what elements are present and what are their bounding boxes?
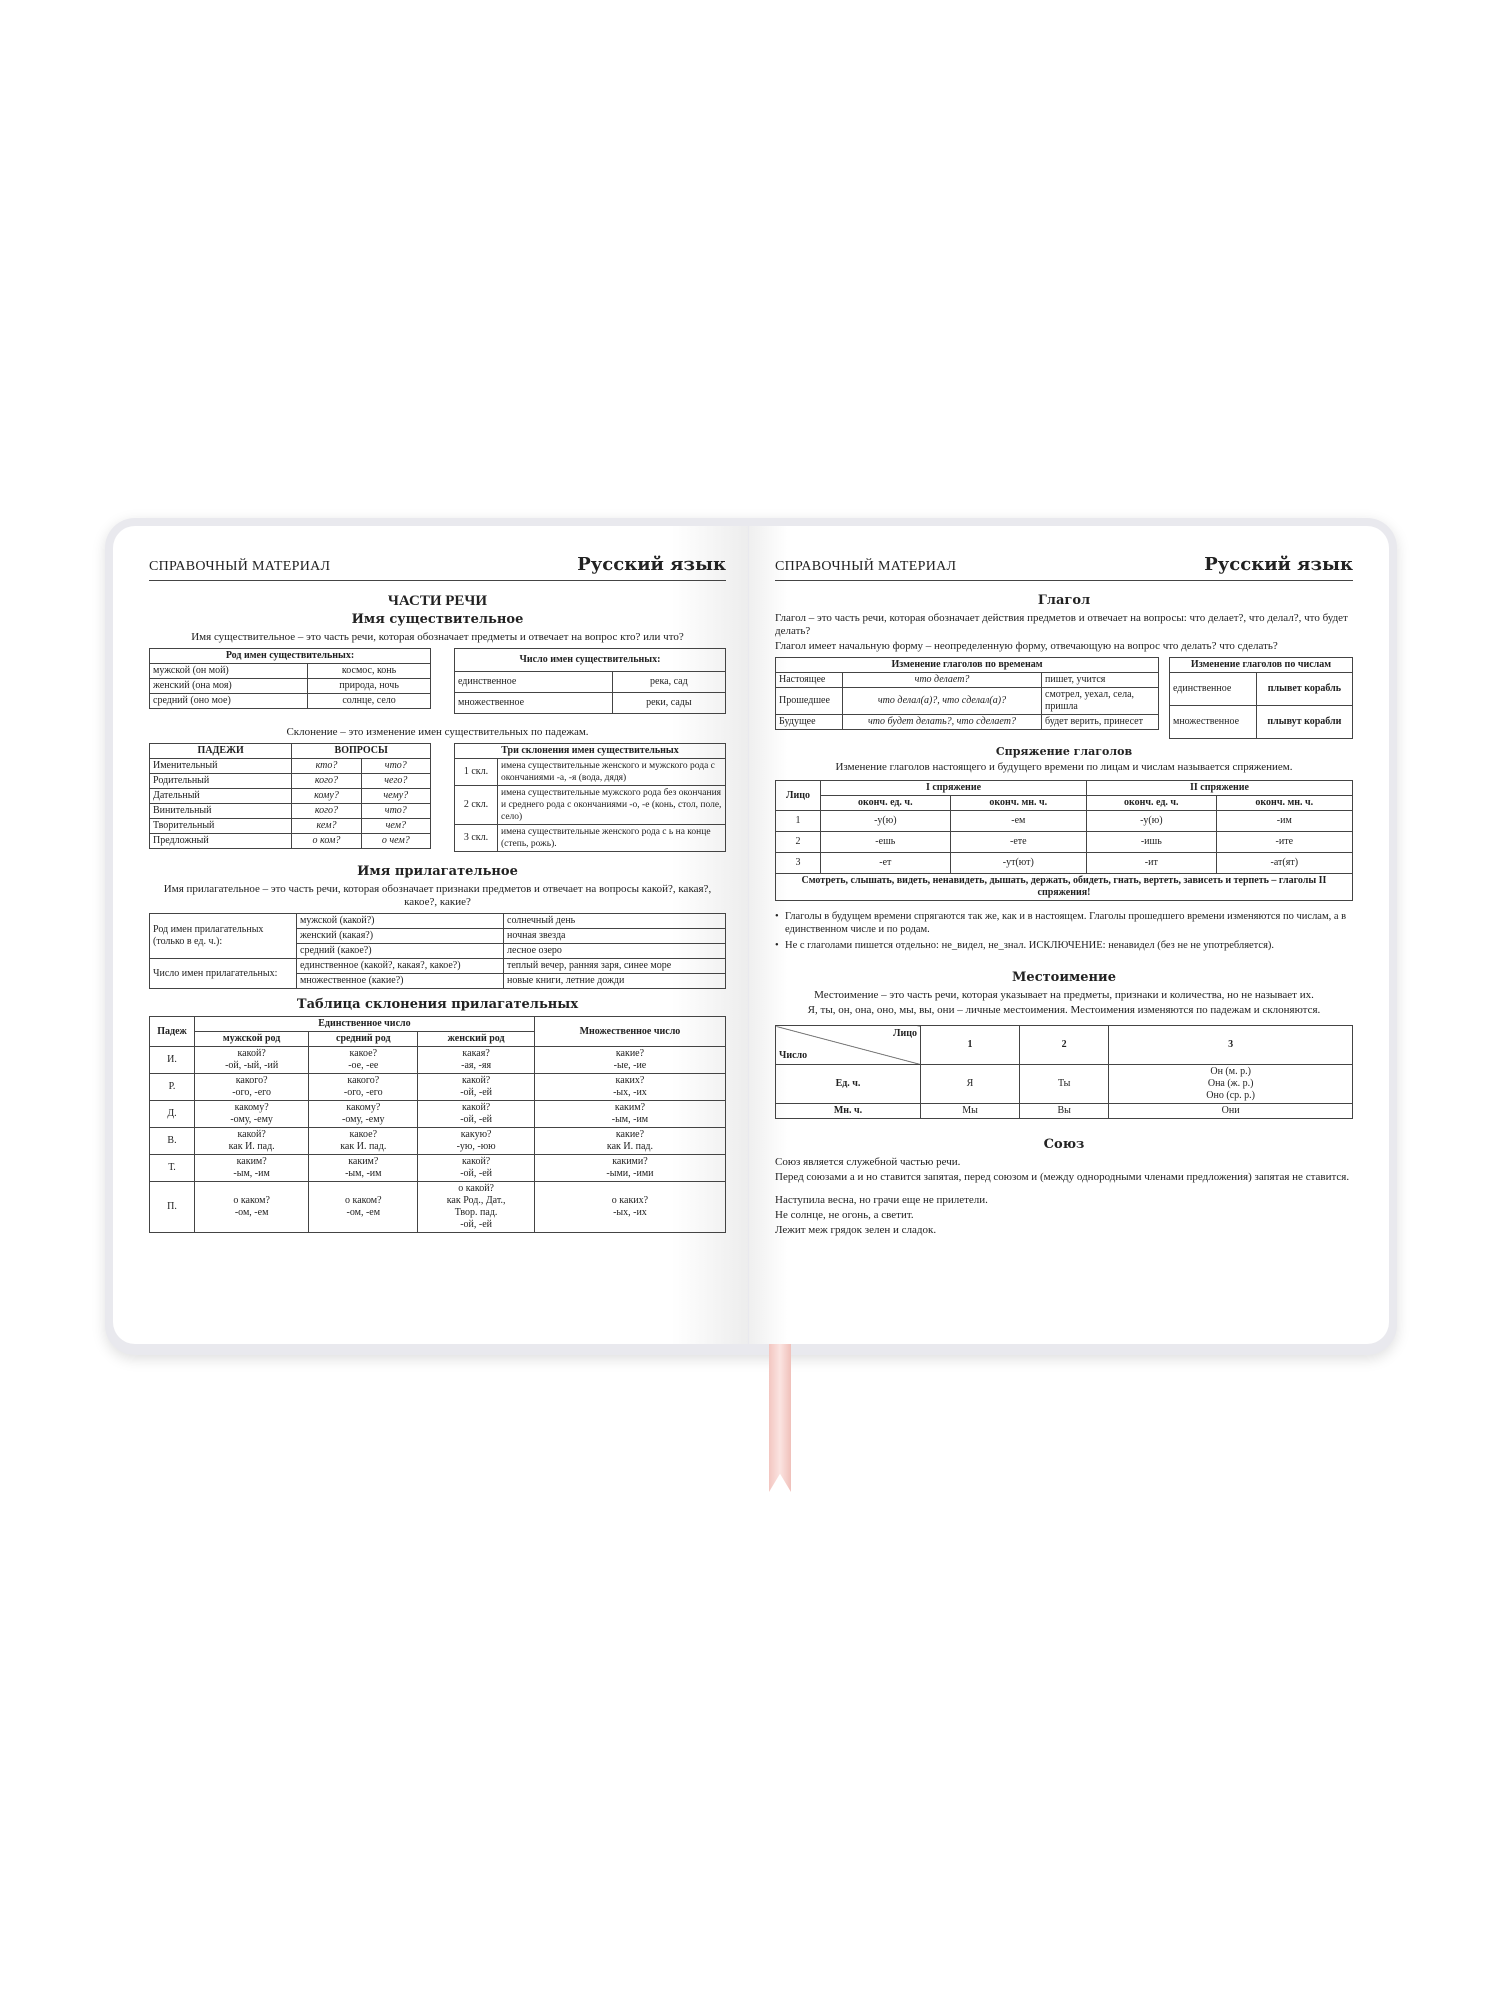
three-declensions-table bbox=[454, 743, 726, 852]
table-cell: ночная звезда bbox=[504, 929, 726, 944]
table-cell: Прошедшее bbox=[776, 688, 843, 715]
table-cell: имена существительные женского и мужского рода с окончаниями -а, -я (вода, дядя) bbox=[498, 759, 726, 786]
table-cell: женский (какая?) bbox=[297, 929, 504, 944]
table-cell: о каких? -ых, -их bbox=[534, 1182, 725, 1233]
table-cell: 3 bbox=[776, 853, 821, 874]
table-cell: -ут(ют) bbox=[950, 853, 1086, 874]
pronoun-table bbox=[775, 1025, 1353, 1119]
table-header: Три склонения имен существительных bbox=[455, 744, 726, 759]
table-cell: П. bbox=[150, 1182, 195, 1233]
table-header: Изменение глаголов по числам bbox=[1170, 658, 1353, 673]
header-label: СПРАВОЧНЫЙ МАТЕРИАЛ bbox=[149, 559, 331, 574]
table-cell: о ком? bbox=[312, 835, 341, 846]
number-table bbox=[454, 648, 726, 714]
table-cell: Мы bbox=[921, 1104, 1020, 1119]
table-cell: чем? bbox=[385, 820, 406, 831]
table-header: 1 bbox=[921, 1026, 1020, 1065]
table-cell: Настоящее bbox=[776, 673, 843, 688]
table-header: Род имен существительных: bbox=[150, 649, 431, 664]
table-cell: Творительный bbox=[150, 819, 292, 834]
table-cell: -ете bbox=[950, 832, 1086, 853]
table-cell: Дательный bbox=[150, 789, 292, 804]
bullet-ne-with-verbs: • Не с глаголами пишется отдельно: не_видел, не_знал. ИСКЛЮЧЕНИЕ: ненавидел (без не не употребляется). bbox=[775, 939, 1353, 952]
table-cell: о какой? как Род., Дат., Твор. пад. -ой, -ей bbox=[418, 1182, 535, 1233]
table-cell: имена существительные мужского рода без окончания и среднего рода с окончаниями -о, -е (конь, стол, поле, село) bbox=[498, 786, 726, 825]
header-subject: Русский язык bbox=[1204, 554, 1353, 575]
table-cell: Предложный bbox=[150, 834, 292, 849]
table-header: Число bbox=[779, 1050, 808, 1061]
table-note: Смотреть, слышать, видеть, ненавидеть, дышать, держать, обидеть, гнать, вертеть, зависеть и терпеть – глаголы II спряжения! bbox=[776, 874, 1353, 901]
table-cell: какое? как И. пад. bbox=[309, 1128, 418, 1155]
left-page bbox=[113, 526, 748, 1344]
table-header: Множественное число bbox=[534, 1017, 725, 1047]
table-cell: Род имен прилагательных (только в ед. ч.): bbox=[150, 914, 297, 959]
table-cell: реки, сады bbox=[612, 693, 725, 714]
conjunction-title: Союз bbox=[1043, 1137, 1085, 1152]
table-cell: каким? -ым, -им bbox=[534, 1101, 725, 1128]
noun-title: Имя существительное bbox=[351, 612, 524, 627]
table-cell: множественное bbox=[1170, 706, 1257, 739]
table-cell: 2 скл. bbox=[455, 786, 498, 825]
table-cell: множественное (какие?) bbox=[297, 974, 504, 989]
table-cell: -ет bbox=[821, 853, 951, 874]
conjugation-definition: Изменение глаголов настоящего и будущего времени по лицам и числам называется спряжением. bbox=[835, 761, 1293, 773]
table-cell: Д. bbox=[150, 1101, 195, 1128]
table-cell: Ед. ч. bbox=[776, 1065, 921, 1104]
adjective-declension-table bbox=[149, 1016, 726, 1233]
table-header: 2 bbox=[1020, 1026, 1109, 1065]
page-header bbox=[149, 554, 726, 581]
table-cell: теплый вечер, ранняя заря, синее море bbox=[504, 959, 726, 974]
table-header: оконч. мн. ч. bbox=[1216, 796, 1352, 811]
table-cell: Именительный bbox=[150, 759, 292, 774]
adjective-definition: Имя прилагательное – это часть речи, которая обозначает признаки предметов и отвечает на вопросы какой?, какая?, какое?, какие? bbox=[163, 883, 712, 908]
table-cell: о каком? -ом, -ем bbox=[195, 1182, 309, 1233]
table-cell: пишет, учится bbox=[1042, 673, 1159, 688]
table-cell: какой? -ой, -ей bbox=[418, 1074, 535, 1101]
table-cell: будет верить, принесет bbox=[1042, 715, 1159, 730]
conjunction-rule: Перед союзами а и но ставится запятая, перед союзом и (между однородными членами предложения) запятая не ставится. bbox=[775, 1171, 1350, 1183]
table-cell: Р. bbox=[150, 1074, 195, 1101]
table-cell: смотрел, уехал, села, пришла bbox=[1042, 688, 1159, 715]
example-1: Наступила весна, но грачи еще не прилетели. bbox=[775, 1194, 988, 1206]
table-cell: -ите bbox=[1216, 832, 1352, 853]
table-header: II спряжение bbox=[1086, 781, 1352, 796]
example-3: Лежит меж грядок зелен и сладок. bbox=[775, 1224, 937, 1236]
conjunction-definition: Союз является служебной частью речи. bbox=[775, 1156, 961, 1168]
table-cell: -ишь bbox=[1086, 832, 1216, 853]
table-cell: что? bbox=[384, 805, 407, 816]
table-cell: о чем? bbox=[381, 835, 410, 846]
table-cell: что? bbox=[384, 760, 407, 771]
table-cell: -ем bbox=[950, 811, 1086, 832]
table-cell: имена существительные женского рода с ь на конце (степь, рожь). bbox=[498, 825, 726, 852]
table-cell: плывут корабли bbox=[1256, 706, 1352, 739]
table-cell: мужской (какой?) bbox=[297, 914, 504, 929]
table-header: Лицо bbox=[893, 1028, 917, 1039]
table-cell: -ат(ят) bbox=[1216, 853, 1352, 874]
table-header: ПАДЕЖИ bbox=[150, 744, 292, 759]
table-header: ВОПРОСЫ bbox=[292, 744, 431, 759]
table-header: Число имен существительных: bbox=[455, 649, 726, 672]
table-cell: какому? -ому, -ему bbox=[195, 1101, 309, 1128]
table-cell: -им bbox=[1216, 811, 1352, 832]
verb-initial-form: Глагол имеет начальную форму – неопределенную форму, отвечающую на вопрос что делать? что сделать? bbox=[775, 640, 1278, 652]
table-cell: единственное (какой?, какая?, какое?) bbox=[297, 959, 504, 974]
gender-table bbox=[149, 648, 431, 709]
table-cell: каких? -ых, -их bbox=[534, 1074, 725, 1101]
table-cell: Вы bbox=[1020, 1104, 1109, 1119]
table-cell: какого? -ого, -его bbox=[195, 1074, 309, 1101]
table-cell: какими? -ыми, -ими bbox=[534, 1155, 725, 1182]
table-cell: что будет делать?, что сделает? bbox=[868, 716, 1016, 727]
table-cell: чего? bbox=[384, 775, 408, 786]
table-cell: каким? -ым, -им bbox=[195, 1155, 309, 1182]
table-cell: о каком? -ом, -ем bbox=[309, 1182, 418, 1233]
table-header: оконч. ед. ч. bbox=[821, 796, 951, 811]
table-cell: какой? -ой, -ей bbox=[418, 1155, 535, 1182]
table-cell: Он (м. р.) Она (ж. р.) Оно (ср. р.) bbox=[1109, 1065, 1353, 1104]
table-cell: Мн. ч. bbox=[776, 1104, 921, 1119]
table-cell: И. bbox=[150, 1047, 195, 1074]
table-cell: 2 bbox=[776, 832, 821, 853]
adjective-title: Имя прилагательное bbox=[357, 864, 518, 879]
table-cell: какую? -ую, -юю bbox=[418, 1128, 535, 1155]
table-cell: какие? как И. пад. bbox=[534, 1128, 725, 1155]
table-cell: -ит bbox=[1086, 853, 1216, 874]
table-header: I спряжение bbox=[821, 781, 1087, 796]
header-subject: Русский язык bbox=[577, 554, 726, 575]
table-cell: средний (оно мое) bbox=[150, 694, 308, 709]
table-cell: кто? bbox=[315, 760, 338, 771]
table-cell: космос, конь bbox=[308, 664, 431, 679]
table-cell: мужской (он мой) bbox=[150, 664, 308, 679]
table-cell: какой? как И. пад. bbox=[195, 1128, 309, 1155]
conjugation-title: Спряжение глаголов bbox=[995, 745, 1133, 758]
table-cell: Число имен прилагательных: bbox=[150, 959, 297, 989]
cases-table bbox=[149, 743, 431, 849]
table-header: средний род bbox=[309, 1032, 418, 1047]
table-cell: множественное bbox=[455, 693, 613, 714]
table-cell: что делал(а)?, что сделал(а)? bbox=[877, 695, 1007, 706]
table-cell: кого? bbox=[314, 775, 339, 786]
table-cell: природа, ночь bbox=[308, 679, 431, 694]
noun-definition: Имя существительное – это часть речи, которая обозначает предметы и отвечает на вопрос кто? или что? bbox=[191, 631, 684, 643]
verb-number-table bbox=[1169, 657, 1353, 739]
table-cell: Будущее bbox=[776, 715, 843, 730]
header-label: СПРАВОЧНЫЙ МАТЕРИАЛ bbox=[775, 559, 957, 574]
table-cell: чему? bbox=[383, 790, 409, 801]
adjective-table bbox=[149, 913, 726, 989]
table-cell: 1 bbox=[776, 811, 821, 832]
example-2: Не солнце, не огонь, а светит. bbox=[775, 1209, 914, 1221]
page-header bbox=[775, 554, 1353, 581]
verb-title: Глагол bbox=[1037, 593, 1091, 608]
adjective-declension-title: Таблица склонения прилагательных bbox=[296, 997, 579, 1012]
table-cell: какой? -ой, -ый, -ий bbox=[195, 1047, 309, 1074]
table-header: Единственное число bbox=[195, 1017, 535, 1032]
table-cell: средний (какое?) bbox=[297, 944, 504, 959]
table-cell: кого? bbox=[314, 805, 339, 816]
table-header: мужской род bbox=[195, 1032, 309, 1047]
table-header: оконч. ед. ч. bbox=[1086, 796, 1216, 811]
table-cell: Винительный bbox=[150, 804, 292, 819]
table-cell: Родительный bbox=[150, 774, 292, 789]
table-cell: 1 скл. bbox=[455, 759, 498, 786]
table-cell: Ты bbox=[1020, 1065, 1109, 1104]
table-cell: солнечный день bbox=[504, 914, 726, 929]
table-cell: Т. bbox=[150, 1155, 195, 1182]
table-cell: река, сад bbox=[612, 672, 725, 693]
table-header: оконч. мн. ч. bbox=[950, 796, 1086, 811]
table-cell: плывет корабль bbox=[1256, 673, 1352, 706]
table-cell: 3 скл. bbox=[455, 825, 498, 852]
bullet-future-tense: • Глаголы в будущем времени спрягаются так же, как и в настоящем. Глаголы прошедшего времени изменяются по числам, а в единственном числе и по родам. bbox=[775, 910, 1353, 936]
conjugation-table bbox=[775, 780, 1353, 901]
table-header: Падеж bbox=[150, 1017, 195, 1047]
table-cell: какой? -ой, -ей bbox=[418, 1101, 535, 1128]
table-cell: лесное озеро bbox=[504, 944, 726, 959]
table-cell: какая? -ая, -яя bbox=[418, 1047, 535, 1074]
table-cell: какого? -ого, -его bbox=[309, 1074, 418, 1101]
table-cell: какому? -ому, -ему bbox=[309, 1101, 418, 1128]
bookmark-ribbon bbox=[769, 1340, 791, 1492]
table-cell: Я bbox=[921, 1065, 1020, 1104]
pronoun-title: Местоимение bbox=[1012, 970, 1116, 985]
table-cell: что делает? bbox=[914, 674, 970, 685]
table-cell: Они bbox=[1109, 1104, 1353, 1119]
table-cell: какое? -ое, -ее bbox=[309, 1047, 418, 1074]
table-header: Лицо bbox=[776, 781, 821, 811]
table-cell: каким? -ым, -им bbox=[309, 1155, 418, 1182]
table-header: 3 bbox=[1109, 1026, 1353, 1065]
table-cell: -у(ю) bbox=[821, 811, 951, 832]
table-cell: кем? bbox=[316, 820, 337, 831]
pronoun-personal: Я, ты, он, она, оно, мы, вы, они – личные местоимения. Местоимения изменяются по падежам и склоняются. bbox=[807, 1004, 1321, 1016]
table-cell: В. bbox=[150, 1128, 195, 1155]
table-cell: женский (она моя) bbox=[150, 679, 308, 694]
verb-definition: Глагол – это часть речи, которая обозначает действия предметов и отвечает на вопросы: что делает?, что делал?, что будет делать? bbox=[775, 612, 1348, 637]
table-cell: -у(ю) bbox=[1086, 811, 1216, 832]
table-header: женский род bbox=[418, 1032, 535, 1047]
right-page bbox=[749, 526, 1389, 1344]
table-cell: -ешь bbox=[821, 832, 951, 853]
table-cell: кому? bbox=[314, 790, 339, 801]
section-title: ЧАСТИ РЕЧИ bbox=[387, 593, 488, 609]
table-header: Изменение глаголов по временам bbox=[776, 658, 1159, 673]
table-cell: солнце, село bbox=[308, 694, 431, 709]
table-cell: какие? -ые, -ие bbox=[534, 1047, 725, 1074]
table-cell: единственное bbox=[455, 672, 613, 693]
tense-table bbox=[775, 657, 1159, 730]
table-cell: единственное bbox=[1170, 673, 1257, 706]
pronoun-definition: Местоимение – это часть речи, которая указывает на предметы, признаки и количества, но не называет их. bbox=[814, 989, 1314, 1001]
declension-definition: Склонение – это изменение имен существительных по падежам. bbox=[286, 726, 589, 738]
table-cell: новые книги, летние дожди bbox=[504, 974, 726, 989]
